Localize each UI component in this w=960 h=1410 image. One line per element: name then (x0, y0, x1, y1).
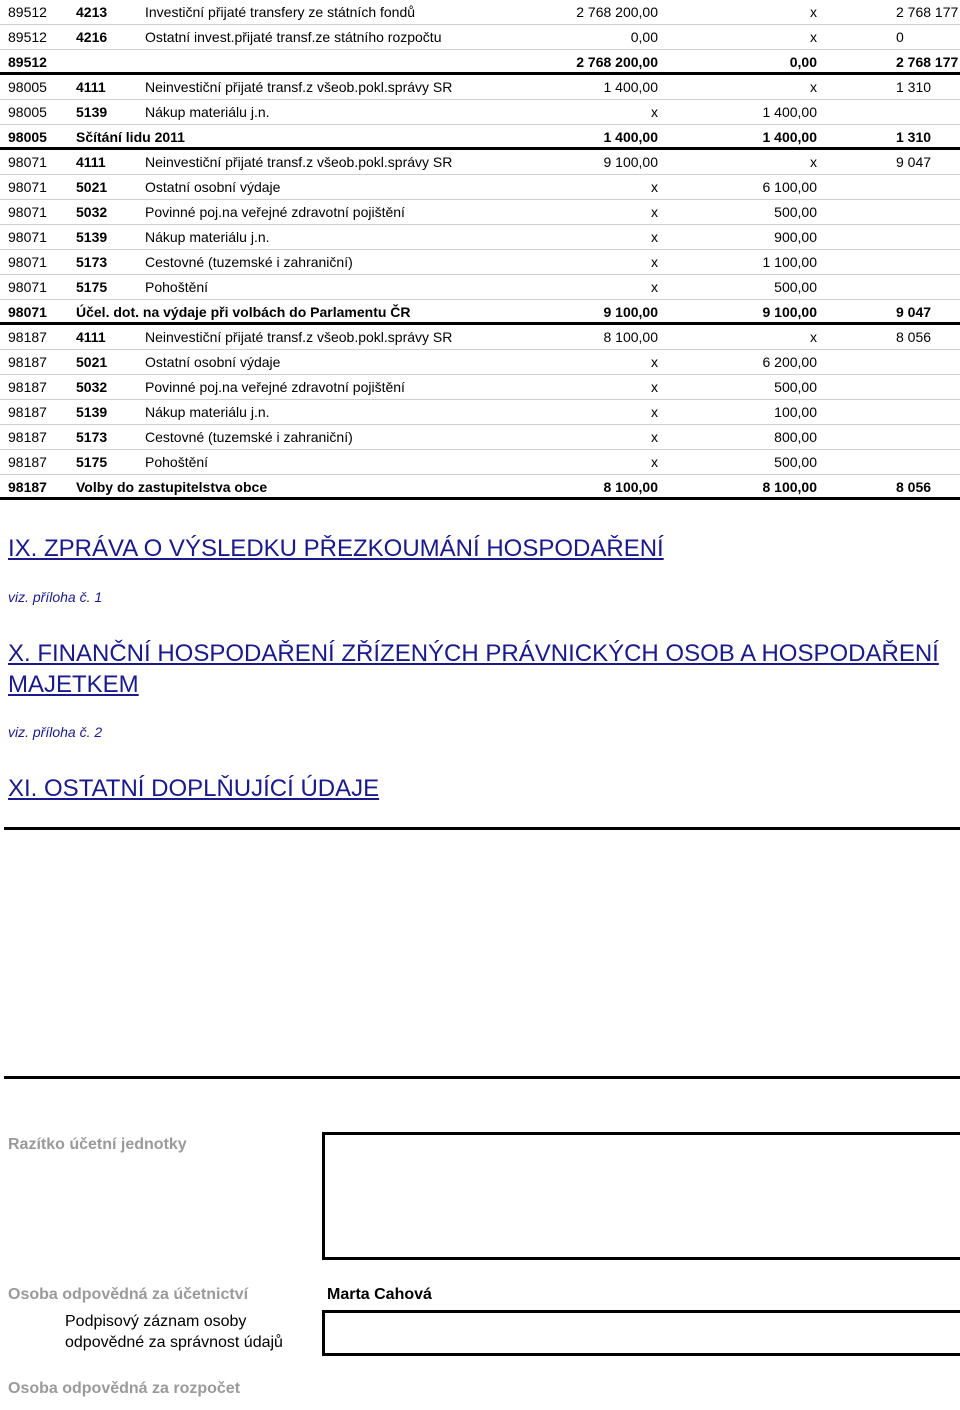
cell-c5: x (810, 154, 817, 170)
cell-c2: 4216 (76, 29, 108, 45)
cell-c1: 98187 (8, 329, 47, 345)
cell-c4: 1 400,00 (603, 129, 658, 145)
cell-c4: x (651, 404, 658, 420)
cell-c1: 98071 (8, 229, 47, 245)
cell-c4: x (651, 379, 658, 395)
cell-c1: 98187 (8, 379, 47, 395)
table-row (0, 150, 960, 175)
cell-c4: x (651, 354, 658, 370)
stamp-box (322, 1132, 960, 1260)
table-total-row (0, 125, 960, 150)
table-row (0, 275, 960, 300)
cell-c4: 1 400,00 (603, 79, 658, 95)
cell-c3: Investiční přijaté transfery ze státních fondů (145, 4, 416, 20)
table-row (0, 175, 960, 200)
cell-c4: 9 100,00 (603, 304, 658, 320)
cell-c5: 1 400,00 (762, 129, 817, 145)
cell-c4: x (651, 179, 658, 195)
stamp-label: Razítko účetní jednotky (8, 1136, 187, 1153)
cell-c6: 8 056 (896, 329, 932, 345)
cell-c3: Nákup materiálu j.n. (145, 229, 270, 245)
cell-c5: x (810, 4, 817, 20)
table-row (0, 350, 960, 375)
cell-c5: 0,00 (789, 54, 817, 70)
cell-c1: 98187 (8, 479, 47, 495)
cell-c1: 98071 (8, 179, 47, 195)
cell-c5: 1 400,00 (762, 104, 817, 120)
cell-c4: 0,00 (630, 29, 658, 45)
cell-c5: 100,00 (774, 404, 817, 420)
table-row (0, 200, 960, 225)
budget-person-label: Osoba odpovědná za rozpočet (8, 1380, 241, 1397)
cell-c2: 5173 (76, 254, 108, 270)
cell-c6: 1 310 (896, 79, 932, 95)
cell-c3: Neinvestiční přijaté transf.z všeob.pokl.správy SR (145, 79, 453, 95)
section-ix-note: viz. příloha č. 1 (8, 589, 103, 605)
cell-c5: 500,00 (774, 454, 817, 470)
cell-c5: 800,00 (774, 429, 817, 445)
cell-c5: 500,00 (774, 279, 817, 295)
cell-c5: 900,00 (774, 229, 817, 245)
cell-c5: 8 100,00 (762, 479, 817, 495)
cell-c4: 2 768 200,00 (576, 54, 658, 70)
cell-c1: 98005 (8, 104, 47, 120)
table-row (0, 250, 960, 275)
section-ix-title: IX. ZPRÁVA O VÝSLEDKU PŘEZKOUMÁNÍ HOSPODAŘENÍ (8, 535, 664, 562)
cell-c2: 5175 (76, 454, 108, 470)
section-xi-title: XI. OSTATNÍ DOPLŇUJÍCÍ ÚDAJE (8, 775, 380, 802)
cell-c1: 98187 (8, 354, 47, 370)
cell-c3: Pohoštění (145, 454, 209, 470)
cell-c2: 5139 (76, 104, 108, 120)
cell-c3: Ostatní osobní výdaje (145, 354, 281, 370)
cell-c3: Nákup materiálu j.n. (145, 404, 270, 420)
cell-c3: Neinvestiční přijaté transf.z všeob.pokl.správy SR (145, 154, 453, 170)
cell-c3: Cestovné (tuzemské i zahraniční) (145, 254, 353, 270)
signature-box (322, 1310, 960, 1356)
table-row (0, 25, 960, 50)
table-row (0, 0, 960, 25)
cell-c1: 89512 (8, 4, 47, 20)
signature-text-line2: odpovědné za správnost údajů (65, 1334, 283, 1351)
cell-c1: 98071 (8, 254, 47, 270)
cell-c6: 8 056 (896, 479, 932, 495)
cell-c3: Cestovné (tuzemské i zahraniční) (145, 429, 353, 445)
cell-c1: 98005 (8, 79, 47, 95)
cell-c4: x (651, 454, 658, 470)
cell-c6: 1 310 (896, 129, 932, 145)
cell-c3: Neinvestiční přijaté transf.z všeob.pokl.správy SR (145, 329, 453, 345)
cell-c1: 89512 (8, 29, 47, 45)
cell-c5: 6 200,00 (762, 354, 817, 370)
cell-c5: 6 100,00 (762, 179, 817, 195)
cell-c3: Volby do zastupitelstva obce (76, 479, 268, 495)
table-row (0, 400, 960, 425)
cell-c6: 2 768 177 (896, 4, 959, 20)
table-total-row (0, 475, 960, 500)
table-row (0, 225, 960, 250)
cell-c5: 500,00 (774, 204, 817, 220)
cell-c2: 5021 (76, 179, 108, 195)
divider-top (4, 827, 960, 830)
cell-c2: 5175 (76, 279, 108, 295)
cell-c4: x (651, 279, 658, 295)
cell-c4: 8 100,00 (603, 479, 658, 495)
table-total-row (0, 50, 960, 75)
cell-c4: 8 100,00 (603, 329, 658, 345)
cell-c4: x (651, 204, 658, 220)
cell-c2: 4111 (76, 154, 106, 170)
cell-c1: 98071 (8, 304, 47, 320)
cell-c4: 9 100,00 (603, 154, 658, 170)
cell-c1: 98187 (8, 454, 47, 470)
cell-c3: Pohoštění (145, 279, 209, 295)
cell-c2: 5032 (76, 379, 108, 395)
cell-c3: Ostatní invest.přijaté transf.ze státního rozpočtu (145, 29, 442, 45)
cell-c1: 98071 (8, 154, 47, 170)
cell-c4: x (651, 254, 658, 270)
accounting-person-label: Osoba odpovědná za účetnictví (8, 1286, 249, 1303)
accounting-person-name: Marta Cahová (327, 1286, 432, 1303)
table-row (0, 325, 960, 350)
divider-bottom (4, 1076, 960, 1079)
table-row (0, 450, 960, 475)
cell-c1: 98071 (8, 204, 47, 220)
cell-c2: 5173 (76, 429, 108, 445)
cell-c1: 98187 (8, 429, 47, 445)
cell-c2: 5139 (76, 404, 108, 420)
cell-c5: x (810, 79, 817, 95)
signature-text-line1: Podpisový záznam osoby (65, 1313, 247, 1330)
cell-c1: 89512 (8, 54, 47, 70)
cell-c3: Sčítání lidu 2011 (76, 129, 185, 145)
cell-c2: 4213 (76, 4, 108, 20)
cell-c4: 2 768 200,00 (576, 4, 658, 20)
section-x-note: viz. příloha č. 2 (8, 724, 103, 740)
cell-c6: 0 (896, 29, 904, 45)
table-row (0, 425, 960, 450)
cell-c2: 4111 (76, 329, 106, 345)
cell-c2: 5021 (76, 354, 108, 370)
cell-c3: Ostatní osobní výdaje (145, 179, 281, 195)
table-row (0, 375, 960, 400)
cell-c4: x (651, 429, 658, 445)
cell-c3: Povinné poj.na veřejné zdravotní pojištění (145, 204, 405, 220)
cell-c3: Nákup materiálu j.n. (145, 104, 270, 120)
cell-c5: 9 100,00 (762, 304, 817, 320)
cell-c3: Účel. dot. na výdaje při volbách do Parlamentu ČR (76, 304, 411, 320)
cell-c1: 98187 (8, 404, 47, 420)
cell-c4: x (651, 229, 658, 245)
cell-c6: 2 768 177 (896, 54, 959, 70)
cell-c5: x (810, 29, 817, 45)
table-row (0, 100, 960, 125)
cell-c2: 4111 (76, 79, 106, 95)
cell-c6: 9 047 (896, 304, 932, 320)
table-total-row (0, 300, 960, 325)
cell-c5: 500,00 (774, 379, 817, 395)
cell-c3: Povinné poj.na veřejné zdravotní pojištění (145, 379, 405, 395)
table-row (0, 75, 960, 100)
section-x-title-line1: X. FINANČNÍ HOSPODAŘENÍ ZŘÍZENÝCH PRÁVNICKÝCH OSOB A HOSPODAŘENÍ (8, 640, 939, 667)
cell-c5: x (810, 329, 817, 345)
cell-c2: 5139 (76, 229, 108, 245)
cell-c6: 9 047 (896, 154, 932, 170)
cell-c4: x (651, 104, 658, 120)
section-x-title-line2: MAJETKEM (8, 671, 139, 698)
cell-c1: 98071 (8, 279, 47, 295)
cell-c1: 98005 (8, 129, 47, 145)
cell-c2: 5032 (76, 204, 108, 220)
cell-c5: 1 100,00 (762, 254, 817, 270)
